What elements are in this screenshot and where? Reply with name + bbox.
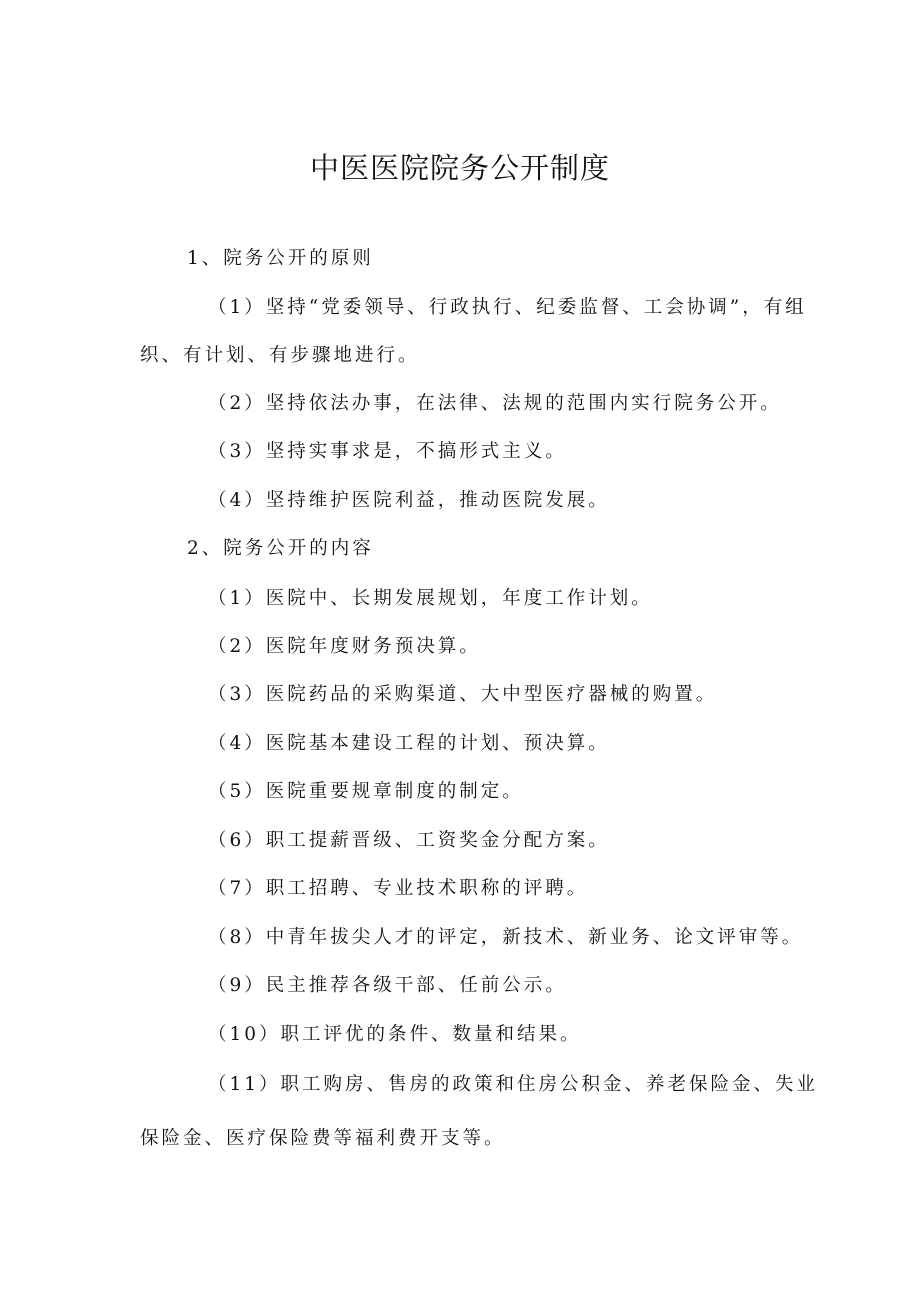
content-item-9: （9）民主推荐各级干部、任前公示。 <box>208 975 567 996</box>
section-heading-contents: 2、院务公开的内容 <box>187 538 374 559</box>
principle-item-1: （1）坚持“党委领导、行政执行、纪委监督、工会协调”，有组 <box>208 297 807 318</box>
content-item-6: （6）职工提薪晋级、工资奖金分配方案。 <box>208 830 610 851</box>
principle-item-2: （2）坚持依法办事，在法律、法规的范围内实行院务公开。 <box>208 393 782 414</box>
principle-item-3: （3）坚持实事求是，不搞形式主义。 <box>208 441 567 462</box>
content-item-3: （3）医院药品的采购渠道、大中型医疗器械的购置。 <box>208 684 718 705</box>
principle-item-4: （4）坚持维护医院利益，推动医院发展。 <box>208 490 610 511</box>
content-item-4: （4）医院基本建设工程的计划、预决算。 <box>208 733 610 754</box>
section-heading-principles: 1、院务公开的原则 <box>187 248 374 269</box>
content-item-2: （2）医院年度财务预决算。 <box>208 636 481 657</box>
content-item-7: （7）职工招聘、专业技术职称的评聘。 <box>208 878 589 899</box>
content-item-5: （5）医院重要规章制度的制定。 <box>208 781 524 802</box>
principle-item-1-continued: 织、有计划、有步骤地进行。 <box>140 345 420 366</box>
content-item-10: （10）职工评优的条件、数量和结果。 <box>208 1024 582 1045</box>
document-title: 中医医院院务公开制度 <box>309 151 610 185</box>
content-item-1: （1）医院中、长期发展规划，年度工作计划。 <box>208 588 653 609</box>
content-item-8: （8）中青年拔尖人才的评定，新技术、新业务、论文评审等。 <box>208 927 804 948</box>
content-item-11: （11）职工购房、售房的政策和住房公积金、养老保险金、失业 <box>208 1074 819 1095</box>
content-item-11-continued: 保险金、医疗保险费等福利费开支等。 <box>140 1128 506 1149</box>
